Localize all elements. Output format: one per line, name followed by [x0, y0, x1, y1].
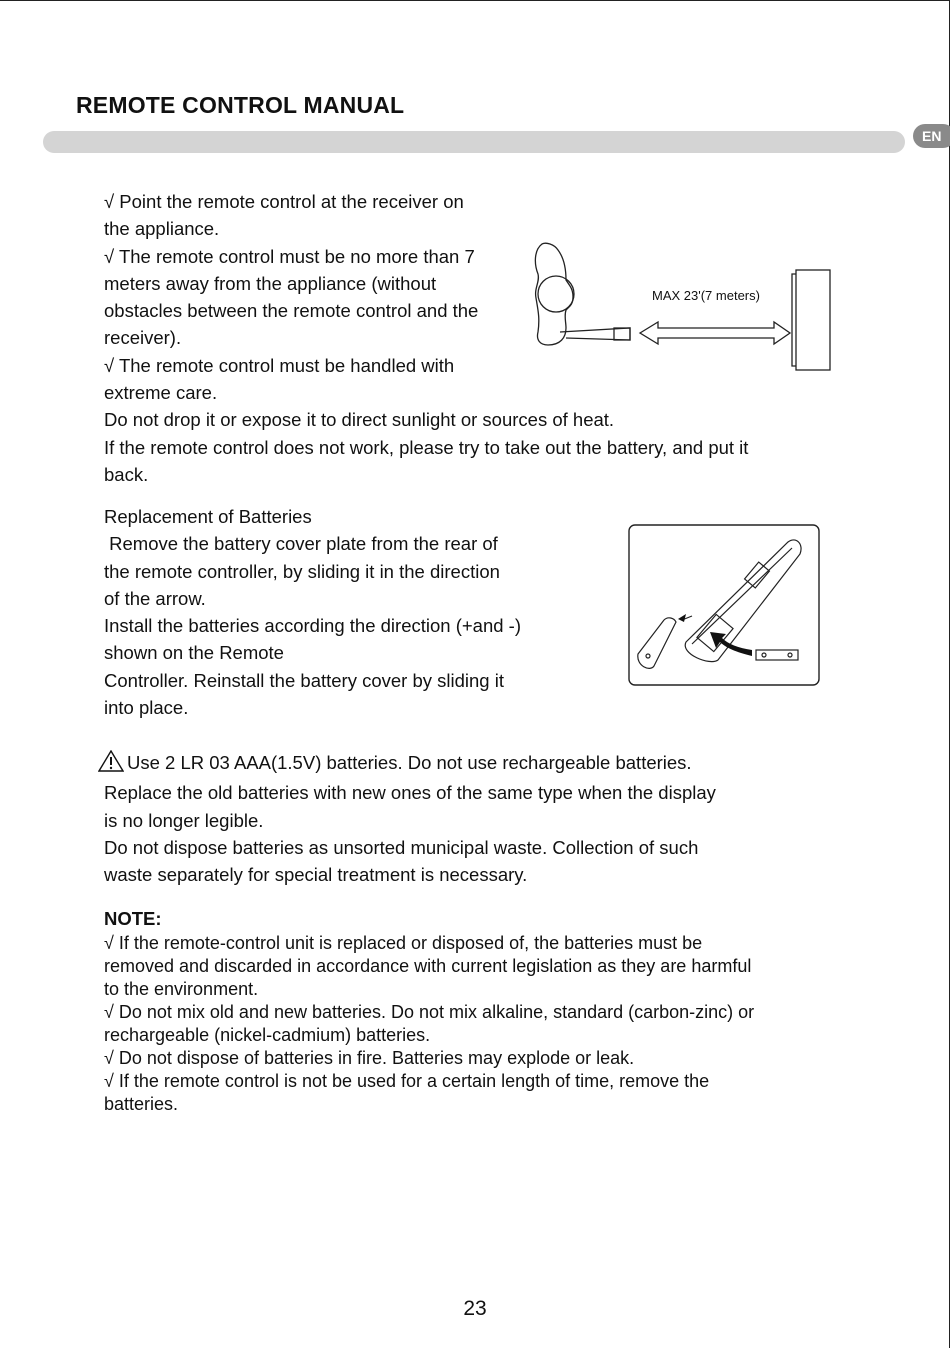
operation-line: If the remote control does not work, please try to take out the battery, and put it: [104, 436, 749, 458]
battery-line: Controller. Reinstall the battery cover by sliding it: [104, 669, 504, 691]
battery-warning-section: [104, 749, 716, 888]
warning-line: Do not dispose batteries as unsorted municipal waste. Collection of such: [104, 836, 699, 858]
note-section: [104, 932, 754, 1116]
language-tab: EN: [913, 124, 950, 148]
operation-line: Do not drop it or expose it to direct sunlight or sources of heat.: [104, 409, 615, 431]
operation-line: √ The remote control must be no more than 7: [104, 245, 475, 267]
battery-line: Install the batteries according the direction (+and -): [104, 615, 521, 637]
operation-line: receiver).: [104, 327, 182, 349]
note-line: √ Do not dispose of batteries in fire. Batteries may explode or leak.: [104, 1048, 635, 1068]
warning-line: is no longer legible.: [104, 809, 264, 831]
warning-line: Replace the old batteries with new ones of the same type when the display: [104, 782, 716, 804]
distance-label: MAX 23'(7 meters): [652, 288, 760, 303]
note-line: √ If the remote control is not be used for a certain length of time, remove the: [104, 1071, 710, 1091]
warning-triangle-icon: [98, 750, 124, 779]
battery-line: Remove the battery cover plate from the rear of: [104, 533, 498, 555]
remote-to-receiver-distance-diagram: [530, 240, 835, 375]
battery-line: into place.: [104, 697, 189, 719]
note-heading: NOTE:: [104, 908, 162, 929]
note-line: √ Do not mix old and new batteries. Do not mix alkaline, standard (carbon-zinc) or: [104, 1002, 755, 1022]
note-line: batteries.: [104, 1094, 179, 1114]
note-line: removed and discarded in accordance with current legislation as they are harmful: [104, 956, 752, 976]
page-title: REMOTE CONTROL MANUAL: [76, 92, 405, 118]
page-number: 23: [463, 1297, 487, 1320]
note-line: rechargeable (nickel-cadmium) batteries.: [104, 1025, 431, 1045]
battery-line: Replacement of Batteries: [104, 506, 312, 527]
page-border-top: [0, 0, 950, 1]
warning-line: waste separately for special treatment is necessary.: [104, 864, 528, 886]
battery-line: shown on the Remote: [104, 642, 284, 664]
operation-line: extreme care.: [104, 382, 218, 404]
header-rule: [43, 131, 905, 153]
battery-line: the remote controller, by sliding it in the direction: [104, 560, 500, 582]
operation-line: √ Point the remote control at the receiver on: [104, 191, 464, 212]
note-line: √ If the remote-control unit is replaced or disposed of, the batteries must be: [104, 933, 703, 953]
battery-replacement-section: [104, 503, 521, 721]
battery-line: of the arrow.: [104, 587, 206, 609]
operation-line: back.: [104, 463, 149, 485]
operation-line: the appliance.: [104, 218, 220, 240]
warning-line: Use 2 LR 03 AAA(1.5V) batteries. Do not use rechargeable batteries.: [104, 749, 716, 779]
operation-line: obstacles between the remote control and the: [104, 300, 479, 322]
note-line: to the environment.: [104, 979, 259, 999]
operation-line: meters away from the appliance (without: [104, 272, 437, 294]
operation-line: √ The remote control must be handled with: [104, 354, 455, 376]
battery-replacement-diagram: [628, 524, 822, 687]
